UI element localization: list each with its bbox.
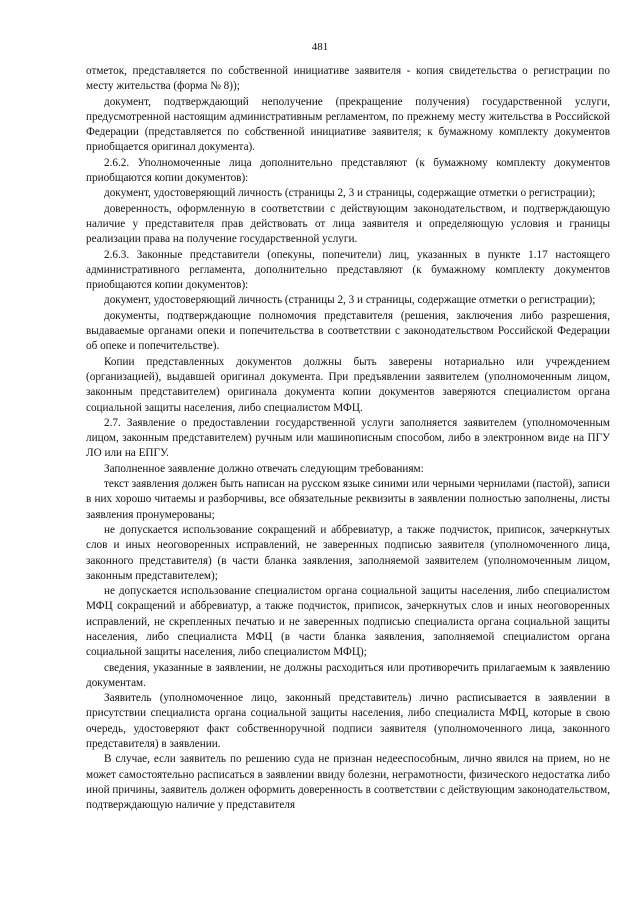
paragraph: доверенность, оформленную в соответствии с действующим законодательством, и подтверждающую наличие у представителя прав действовать от лица заявителя и определяющую условия и границы реализации права на получение государственной услуги.: [86, 202, 610, 246]
paragraph: Копии представленных документов должны быть заверены нотариально или учреждением (организацией), выдавшей оригинал документа. При предъявлении заявителем (уполномоченным лицом, законным представителем) оригинала документа копии документов заверяются специалистом органа социальной защиты населения, либо специалистом МФЦ.: [86, 355, 610, 414]
paragraph: Заявитель (уполномоченное лицо, законный представитель) лично расписывается в заявлении в присутствии специалиста органа социальной защиты населения, либо специалиста МФЦ, которые в свою очередь, удостоверяют факт собственноручной подписи заявителя (уполномоченного лица, законного представителя) в заявлении.: [86, 692, 610, 751]
paragraph: документ, удостоверяющий личность (страницы 2, 3 и страницы, содержащие отметки о регистрации);: [104, 294, 596, 307]
paragraph: не допускается использование сокращений и аббревиатур, а также подчисток, приписок, зачеркнутых слов и иных неоговоренных исправлений, не заверенных подписью заявителя (уполномоченного лица, законного представителя) (в части бланка заявления, заполняемой заявителем (уполномоченным лицом, законным представителем);: [86, 523, 610, 582]
paragraph: 2.6.2. Уполномоченные лица дополнительно представляют (к бумажному комплекту документов приобщаются копии документов):: [86, 156, 610, 185]
document-body: [86, 64, 610, 814]
paragraph: 2.6.3. Законные представители (опекуны, попечители) лиц, указанных в пункте 1.17 настоящего административного регламента, дополнительно представляют (к бумажному комплекту документов приобщаются копии документов):: [86, 248, 610, 292]
page-number: 481: [311, 41, 329, 53]
paragraph: не допускается использование специалистом органа социальной защиты населения, либо специалистом МФЦ сокращений и аббревиатур, а также подчисток, приписок, зачеркнутых слов и иных неоговоренных исправлений, не скрепленных печатью и не заверенных подписью специалиста органа социальной защиты населения, либо специалиста МФЦ (в части бланка заявления, заполняемой специалистом органа социальной защиты населения, либо специалистом МФЦ);: [86, 585, 610, 659]
paragraph: 2.7. Заявление о предоставлении государственной услуги заполняется заявителем (уполномоченным лицом, законным представителем) ручным или машинописным способом, либо в электронном виде на ПГУ ЛО или на ЕПГУ.: [86, 416, 610, 460]
paragraph: документы, подтверждающие полномочия представителя (решения, заключения либо разрешения, выдаваемые органами опеки и попечительства в соответствии с законодательством Российской Федерации об опеке и попечительстве).: [86, 309, 610, 353]
paragraph: документ, подтверждающий неполучение (прекращение получения) государственной услуги, предусмотренной настоящим административным регламентом, по прежнему месту жительства в Российской Федерации (представляется по собственной инициативе заявителя; к бумажному комплекту документов приобщается оригинал документа).: [86, 95, 610, 154]
paragraph: отметок, представляется по собственной инициативе заявителя - копия свидетельства о регистрации по месту жительства (форма № 8));: [86, 65, 610, 93]
paragraph: документ, удостоверяющий личность (страницы 2, 3 и страницы, содержащие отметки о регистрации);: [104, 187, 596, 200]
paragraph: В случае, если заявитель по решению суда не признан недееспособным, лично явился на прием, но не может самостоятельно расписаться в заявлении ввиду болезни, неграмотности, физического недостатка либо иной причины, заявитель должен оформить доверенность в соответствии с действующим законодательством, подтверждающую наличие у представителя: [86, 753, 610, 812]
paragraph: сведения, указанные в заявлении, не должны расходиться или противоречить прилагаемым к заявлению документам.: [86, 661, 610, 689]
paragraph: текст заявления должен быть написан на русском языке синими или черными чернилами (пастой), записи в них хорошо читаемы и разборчивы, все обязательные реквизиты в заявлении полностью заполнены, листы заявления пронумерованы;: [86, 478, 610, 521]
paragraph: Заполненное заявление должно отвечать следующим требованиям:: [104, 462, 424, 475]
